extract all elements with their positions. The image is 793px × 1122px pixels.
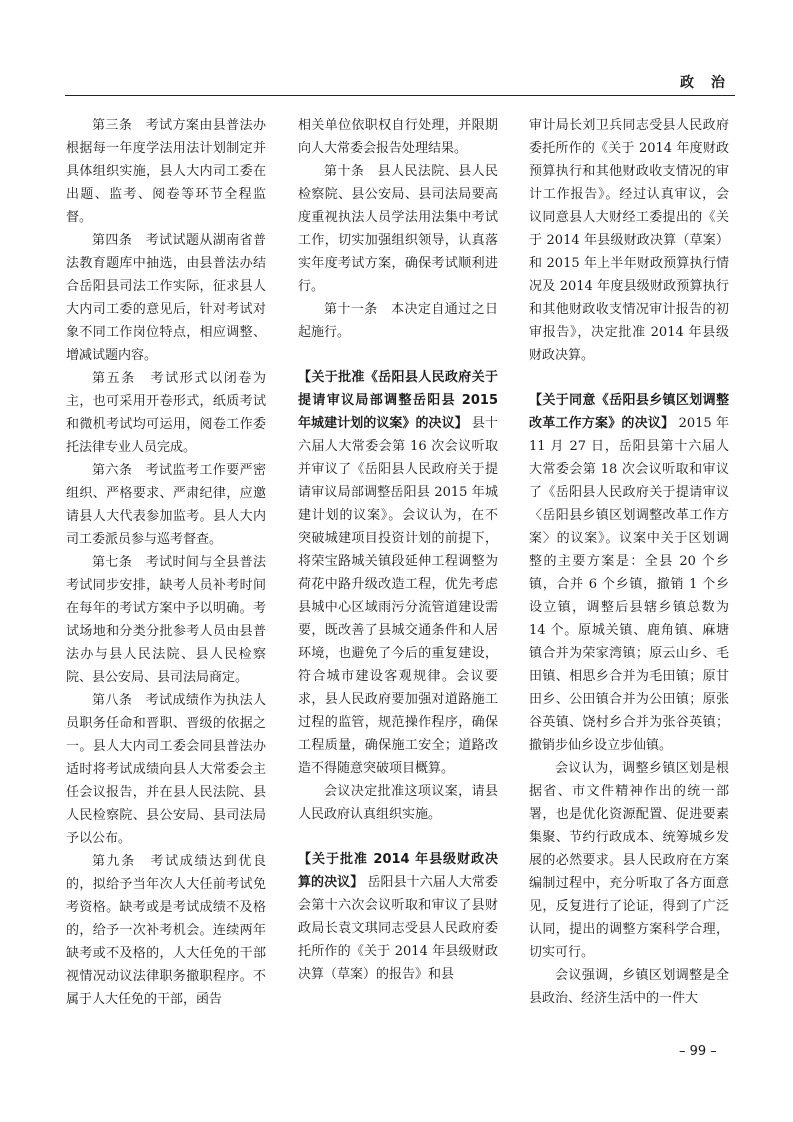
final-accounts-continued: 审计局长刘卫兵同志受县人民政府委托所作的《关于 2014 年度财政预算执行和其他财政收支情况的审计工作报告》。经过认真审议，会议同意县人大财经工委提出的《关于 2014 年县级财政决算（草案）和 2015 年上半年财政预算执行情况及 2014 年度县级财政预算执行和其他财政收支情况审计报告的初审报告》，决定批准 2014 年县级财政决算。 bbox=[529, 118, 729, 363]
article-6: 第六条 考试监考工作要严密组织、严格要求、严肃纪律，应邀请县人大代表参加监考。县人大内司工委派员参与巡考督查。 bbox=[66, 463, 266, 547]
meeting-emphasis: 会议强调，乡镇区划调整是全县政治、经济生活中的一件大 bbox=[529, 968, 729, 1006]
resolution-body: 2015 年 11 月 27 日，岳阳县第十六届人大常委会第 18 次会议听取和审议了《岳阳县人民政府关于提请审议〈岳阳县乡镇区划调整改革工作方案〉的议案》。议案中关于区划调整的主要方案是：全县 20 个乡镇，合并 6 个乡镇，撤销 1 个乡设立镇，调整后县辖乡镇总数为 14 个。原城关镇、鹿角镇、麻塘镇合并为荣家湾镇；原云山乡、毛田镇、相思乡合并为毛田镇；原甘田乡、公田镇合并为公田镇；原张谷英镇、饶村乡合并为张谷英镇；撤销步仙乡设立步仙镇。 bbox=[529, 416, 729, 753]
resolution-decision: 会议决定批准这项议案，请县人民政府认真组织实施。 bbox=[298, 784, 498, 822]
meeting-opinion: 会议认为，调整乡镇区划是根据省、市文件精神作出的统一部署，也是优化资源配置、促进要素集聚、节约行政成本、统筹城乡发展的必然要求。县人民政府在方案编制过程中，充分听取了各方面意见，反复进行了论证，得到了广泛认同，提出的调整方案科学合理，切实可行。 bbox=[529, 761, 729, 960]
section-title: 政 治 bbox=[680, 75, 731, 91]
column-left bbox=[66, 114, 266, 1011]
resolution-heading: 【关于批准《岳阳县人民政府关于提请审议局部调整岳阳县 2015 年城建计划的议案》的决议】 bbox=[298, 370, 498, 431]
article-7: 第七条 考试时间与全县普法考试同步安排，缺考人员补考时间在每年的考试方案中予以明确。考试场地和分类分批参考人员由县普法办与县人民法院、县人民检察院、县公安局、县司法局商定。 bbox=[66, 555, 266, 685]
resolution-body: 岳阳县十六届人大常委会第十六次会议听取和审议了县财政局长袁文琪同志受县人民政府委托所作的《关于 2014 年县级财政决算（草案）的报告》和县 bbox=[298, 875, 498, 982]
article-9-continued: 相关单位依职权自行处理，并限期向人大常委会报告处理结果。 bbox=[298, 118, 498, 156]
column-middle bbox=[298, 114, 498, 986]
resolution-heading: 【关于批准 2014 年县级财政决算的决议】 bbox=[298, 852, 498, 890]
resolution-heading: 【关于同意《岳阳县乡镇区划调整改革工作方案》的决议】 bbox=[529, 393, 729, 431]
header-rule bbox=[65, 95, 735, 96]
resolution-township-adjustment bbox=[529, 389, 729, 757]
page-number: – 99 – bbox=[679, 1044, 717, 1059]
column-right bbox=[529, 114, 729, 1010]
article-5: 第五条 考试形式以闭卷为主，也可采用开卷形式，纸质考试和微机考试均可运用，阅卷工作委托法律专业人员完成。 bbox=[66, 371, 266, 455]
article-9: 第九条 考试成绩达到优良的，拟给予当年次人大任前考试免考资格。缺考或是考试成绩不及格的，给予一次补考机会。连续两年缺考或不及格的，人大任免的干部视情况动议法律职务撤职程序。不属于人大任免的干部，函告 bbox=[66, 854, 266, 1007]
article-11: 第十一条 本决定自通过之日起施行。 bbox=[298, 302, 498, 340]
resolution-body: 县十六届人大常委会第 16 次会议听取并审议了《岳阳县人民政府关于提请审议局部调整岳阳县 2015 年城建计划的议案》。会议认为，在不突破城建项目投资计划的前提下，将荣宝路城关镇段延伸工程调整为荷花中路升级改造工程，优先考虑县城中心区域雨污分流管道建设需要，既改善了县城交通条件和人居环境，也避免了今后的重复建设，符合城市建设客观规律。会议要求，县人民政府要加强对道路施工过程的监管，规范操作程序，确保工程质量，确保施工安全；道路改造不得随意突破项目概算。 bbox=[298, 416, 498, 776]
article-4: 第四条 考试试题从湖南省普法教育题库中抽选，由县普法办结合岳阳县司法工作实际，征求县人大内司工委的意见后，针对考试对象不同工作岗位特点，相应调整、增减试题内容。 bbox=[66, 233, 266, 363]
article-8: 第八条 考试成绩作为执法人员职务任命和晋职、晋级的依据之一。县人大内司工委会同县普法办适时将考试成绩向县人大常委会主任会议报告，并在县人民法院、县人民检察院、县公安局、县司法局予以公布。 bbox=[66, 693, 266, 846]
article-3: 第三条 考试方案由县普法办根据每一年度学法用法计划制定并具体组织实施，县人大内司工委在出题、监考、阅卷等环节全程监督。 bbox=[66, 118, 266, 225]
resolution-urban-construction bbox=[298, 366, 498, 780]
resolution-final-accounts bbox=[298, 848, 498, 986]
article-10: 第十条 县人民法院、县人民检察院、县公安局、县司法局要高度重视执法人员学法用法集中考试工作，切实加强组织领导，认真落实年度考试方案，确保考试顺利进行。 bbox=[298, 164, 498, 294]
